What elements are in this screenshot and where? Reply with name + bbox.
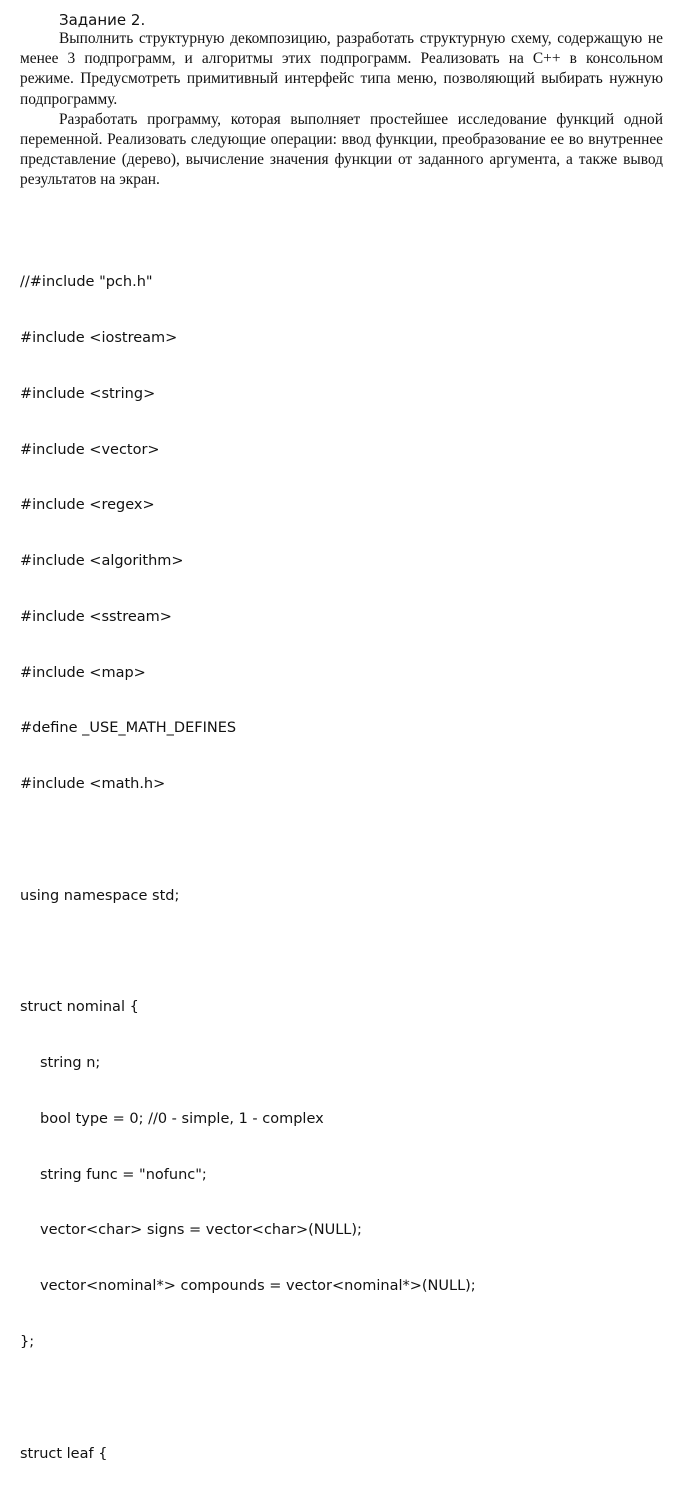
task-heading: Задание 2.	[59, 11, 146, 29]
code-listing	[20, 236, 476, 1500]
code-line: #include <vector>	[20, 441, 160, 458]
code-line: struct nominal {	[20, 999, 139, 1016]
code-line: vector<nominal*> compounds = vector<nominal*>(NULL);	[40, 1278, 476, 1295]
task-paragraph: Разработать программу, которая выполняет простейшее исследование функций одной переменной. Реализовать следующие операции: ввод функции, преобразование ее во внутреннее представление (дерево), вычисление значения функции от заданного аргумента, а также вывод результатов на экран.	[20, 110, 663, 189]
code-line: string func = "nofunc";	[40, 1166, 207, 1183]
code-line	[20, 1389, 476, 1408]
code-line: //#include "pch.h"	[20, 274, 153, 291]
task-paragraph: Выполнить структурную декомпозицию, разработать структурную схему, содержащую не менее 3 подпрограмм, и алгоритмы этих подпрограмм. Реализовать на C++ в консольном режиме. Предусмотреть примитивный интерфейс типа меню, позволяющий выбирать нужную подпрограмму.	[20, 30, 663, 108]
code-line: #include <sstream>	[20, 608, 172, 625]
code-line: #include <iostream>	[20, 329, 178, 346]
code-line	[20, 943, 476, 962]
code-line: #include <regex>	[20, 497, 155, 514]
code-line: using namespace std;	[20, 887, 180, 904]
code-line: bool type = 0; //0 - simple, 1 - complex	[40, 1110, 324, 1127]
task-description	[20, 29, 663, 191]
code-line: vector<char> signs = vector<char>(NULL);	[40, 1222, 362, 1239]
code-line: #define _USE_MATH_DEFINES	[20, 720, 237, 737]
code-line: #include <math.h>	[20, 776, 166, 793]
code-line: };	[20, 1334, 35, 1351]
code-line: string n;	[40, 1055, 101, 1072]
code-line	[20, 831, 476, 850]
code-line: #include <algorithm>	[20, 553, 184, 570]
code-line: #include <string>	[20, 385, 156, 402]
code-line: #include <map>	[20, 664, 146, 681]
code-line: struct leaf {	[20, 1445, 108, 1462]
